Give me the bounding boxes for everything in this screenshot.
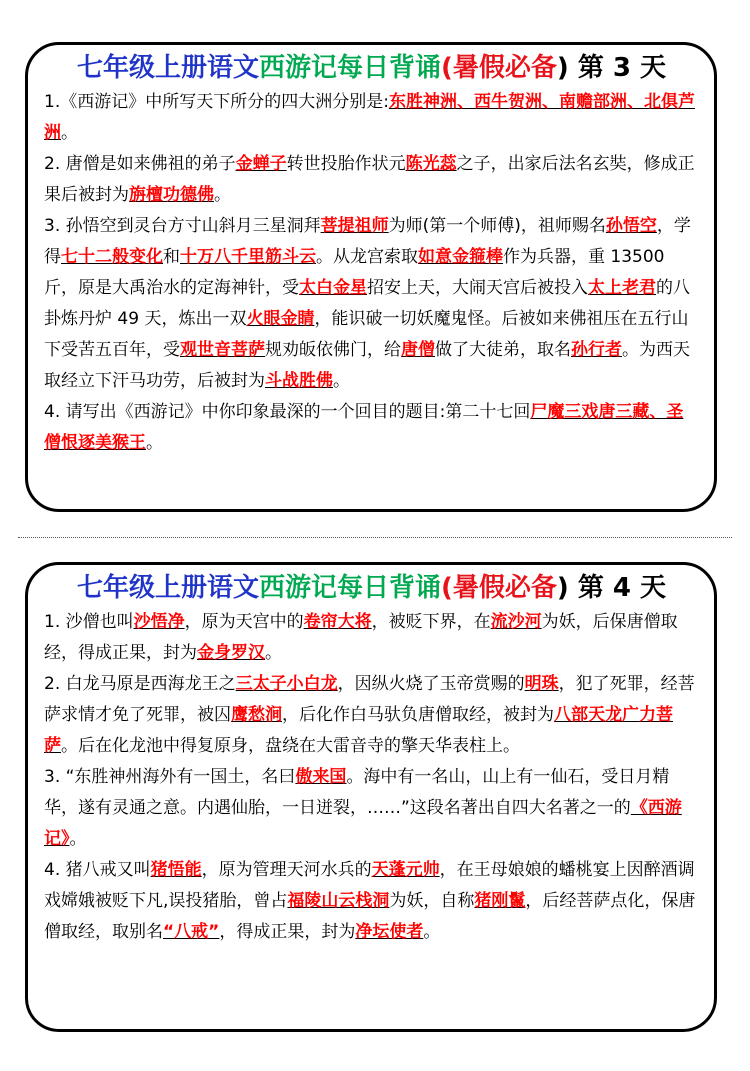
question-text: 2. 白龙马原是西海龙王之 [44,674,236,694]
question-text: 3. “东胜神州海外有一国土，名曰 [44,767,296,787]
answer-text: 净坛使者 [355,922,424,942]
question-text: 之子，出家后法名玄奘，修成正果后被封为 [44,154,695,205]
question-text: 1.《西游记》中所写天下所分的四大洲分别是: [44,92,389,112]
dotted-divider [18,537,732,538]
question-text: ，能识破一切妖魔鬼怪。后被如来佛祖压在五行山下受苦五百年，受 [44,309,689,360]
question-item [44,669,699,762]
question-text: 的八卦炼丹炉 49 天，炼出一双 [44,278,690,329]
question-text: 。从龙宫索取 [316,247,418,267]
question-text: ，原为天宫中的 [184,612,304,632]
answer-text: 三太子小白龙 [235,674,338,694]
question-item [44,149,699,211]
answer-text: 流沙河 [490,612,542,632]
question-text: 4. 请写出《西游记》中你印象最深的一个回目的题目:第二十七回 [44,402,531,422]
day4-items [44,607,699,948]
day4-title-paren-close: ) [556,573,569,603]
question-text: ，后化作白马驮负唐僧取经，被封为 [282,705,554,725]
question-text: ，在王母娘娘的蟠桃宴上因醉酒调戏嫦娥被贬下凡,误投猪胎，曾占 [44,860,695,911]
day3-title-note: 暑假必备 [452,53,557,83]
question-text: ，学得 [44,216,691,267]
question-text: 。 [265,643,282,663]
answer-text: 唐僧 [401,340,435,360]
day3-title-paren-open: ( [440,53,453,83]
answer-text: 十万八千里筋斗云 [180,247,316,267]
question-item [44,87,699,149]
answer-text: 金蝉子 [235,154,287,174]
answer-text: 天蓬元帅 [371,860,440,880]
answer-text: 太上老君 [588,278,656,298]
answer-text: 鹰愁涧 [231,705,282,725]
question-text: 1. 沙僧也叫 [44,612,134,632]
day3-title-paren-close: ) [556,53,569,83]
question-text: 。 [69,829,87,849]
question-text: 2. 唐僧是如来佛祖的弟子 [44,154,236,174]
day4-title [44,573,699,603]
answer-text: 福陵山云栈洞 [287,891,390,911]
question-text: 和 [163,247,180,267]
day3-title-grade: 七年级上册语文 [76,53,259,83]
answer-text: 金身罗汉 [197,643,265,663]
answer-text: 尸魔三戏唐三藏、圣僧恨逐美猴王 [44,402,684,453]
day4-title-book: 西游记每日背诵 [258,573,441,603]
answer-text: 卷帘大将 [303,612,372,632]
day3-title [44,53,699,83]
answer-text: 观世音菩萨 [180,340,265,360]
question-text: 3. 孙悟空到灵台方寸山斜月三星洞拜 [44,216,321,236]
answer-text: 八部天龙广力菩萨 [44,705,673,756]
question-text: 为妖，自称 [389,891,475,911]
question-text: 招安上天，大闹天宫后被投入 [367,278,588,298]
question-text: ，后经菩萨点化，保唐僧取经，取别名 [44,891,696,942]
answer-text: 猪悟能 [150,860,202,880]
day3-title-book: 西游记每日背诵 [258,53,441,83]
answer-text: 孙悟空 [605,216,657,236]
question-text: 规劝皈依佛门，给 [265,340,401,360]
question-text: 。 [214,185,231,205]
day4-title-day: 第 4 天 [577,573,667,603]
question-text: 。 [423,922,441,942]
question-text: 转世投胎作状元 [286,154,406,174]
day3-card [25,42,717,512]
question-text: ，因纵火烧了玉帝赏赐的 [337,674,525,694]
answer-text: 七十二般变化 [61,247,163,267]
question-text: 作为兵器，重 13500 斤，原是大禹治水的定海神针，受 [44,247,665,298]
question-text: 做了大徒弟，取名 [435,340,571,360]
question-text: 4. 猪八戒又叫 [44,860,151,880]
answer-text: 东胜神洲、西牛贺洲、南赡部洲、北俱芦洲 [44,92,695,143]
answer-text: 菩提祖师 [320,216,389,236]
day4-title-note: 暑假必备 [452,573,557,603]
question-text: 。 [61,123,78,143]
answer-text: 太白金星 [299,278,367,298]
day4-title-paren-open: ( [440,573,453,603]
question-text: 。海中有一名山，山上有一仙石，受日月精华，遂有灵通之意。内遇仙胎，一日迸裂，……”这段名著出自四大名著之一的 [44,767,670,818]
question-text: ，被贬下界，在 [371,612,491,632]
answer-text: 《西游记》 [44,798,682,849]
question-text: 为妖，后保唐僧取经，得成正果，封为 [44,612,678,663]
answer-text: 沙悟净 [133,612,185,632]
question-text: 。为西天取经立下汗马功劳，后被封为 [44,340,690,391]
answer-text: 陈光蕊 [405,154,457,174]
answer-text: 明珠 [524,674,559,694]
answer-text: 火眼金睛 [246,309,315,329]
answer-text: 斗战胜佛 [265,371,333,391]
question-item [44,855,699,948]
question-text: ，得成正果，封为 [219,922,356,942]
question-item [44,607,699,669]
question-text: ，原为管理天河水兵的 [201,860,372,880]
answer-text: 如意金箍棒 [418,247,503,267]
answer-text: “八戒” [163,922,220,942]
question-item [44,762,699,855]
question-text: 。 [146,433,163,453]
answer-text: 孙行者 [571,340,622,360]
answer-text: 猪刚鬣 [474,891,526,911]
question-text: 。后在化龙池中得复原身，盘绕在大雷音寺的擎天华表柱上。 [61,736,520,756]
day4-title-grade: 七年级上册语文 [76,573,259,603]
day4-card [25,562,717,1032]
answer-text: 傲来国 [295,767,347,787]
question-text: 。 [333,371,350,391]
question-text: ，犯了死罪，经菩萨求情才免了死罪，被囚 [44,674,695,725]
question-item [44,211,699,397]
day3-title-day: 第 3 天 [577,53,667,83]
day3-items [44,87,699,459]
question-item [44,397,699,459]
answer-text: 旃檀功德佛 [129,185,214,205]
question-text: 为师(第一个师傅)，祖师赐名 [388,216,606,236]
